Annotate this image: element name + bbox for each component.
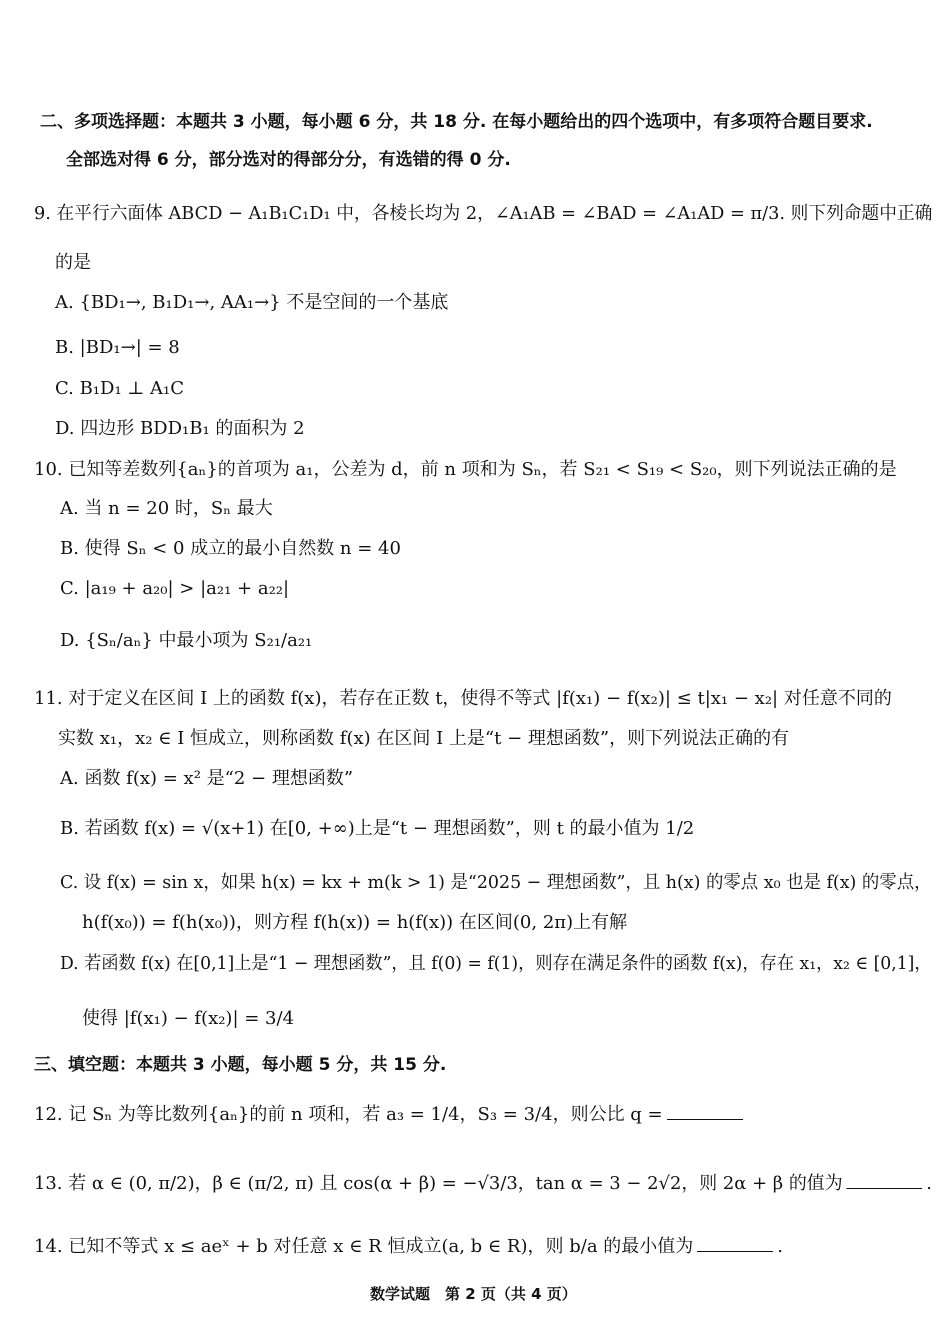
q9-option-b: B. |BD₁→| = 8 bbox=[55, 337, 180, 358]
q9-option-d: D. 四边形 BDD₁B₁ 的面积为 2 bbox=[55, 418, 305, 439]
q10-option-d: D. {Sₙ/aₙ} 中最小项为 S₂₁/a₂₁ bbox=[60, 630, 313, 651]
q14 bbox=[34, 1236, 783, 1259]
q14-stem: 14. 已知不等式 x ≤ aeˣ + b 对任意 x ∈ R 恒成立(a, b ∈ R)，则 b/a 的最小值为 bbox=[34, 1236, 694, 1257]
q10-option-b: B. 使得 Sₙ < 0 成立的最小自然数 n = 40 bbox=[60, 538, 401, 559]
q9-stem-line2: 的是 bbox=[55, 252, 91, 273]
q10-option-c: C. |a₁₉ + a₂₀| > |a₂₁ + a₂₂| bbox=[60, 578, 290, 599]
section3-header: 三、填空题：本题共 3 小题，每小题 5 分，共 15 分. bbox=[34, 1055, 447, 1075]
q11-option-c-line2: h(f(x₀)) = f(h(x₀))，则方程 f(h(x)) = h(f(x)) 在区间(0, 2π)上有解 bbox=[82, 912, 628, 933]
q11-option-d-line1: D. 若函数 f(x) 在[0,1]上是“1 − 理想函数”，且 f(0) = f(1)，则存在满足条件的函数 f(x)，存在 x₁，x₂ ∈ [0,1]， bbox=[60, 953, 932, 974]
section2-header-line1: 二、多项选择题：本题共 3 小题，每小题 6 分，共 18 分. 在每小题给出的四个选项中，有多项符合题目要求. bbox=[40, 112, 873, 132]
q12-answer-blank[interactable] bbox=[667, 1118, 743, 1120]
q13 bbox=[34, 1173, 932, 1196]
q10-stem: 10. 已知等差数列{aₙ}的首项为 a₁，公差为 d，前 n 项和为 Sₙ，若 S₂₁ < S₁₉ < S₂₀，则下列说法正确的是 bbox=[34, 459, 897, 480]
q11-stem-line1: 11. 对于定义在区间 I 上的函数 f(x)，若存在正数 t，使得不等式 |f(x₁) − f(x₂)| ≤ t|x₁ − x₂| 对任意不同的 bbox=[34, 688, 892, 709]
q12-stem: 12. 记 Sₙ 为等比数列{aₙ}的前 n 项和，若 a₃ = 1/4，S₃ = 3/4，则公比 q = bbox=[34, 1104, 663, 1125]
q12 bbox=[34, 1104, 747, 1127]
q13-end: . bbox=[926, 1173, 932, 1194]
q10-option-a: A. 当 n = 20 时，Sₙ 最大 bbox=[60, 498, 273, 519]
q13-stem: 13. 若 α ∈ (0, π/2)，β ∈ (π/2, π) 且 cos(α + β) = −√3/3，tan α = 3 − 2√2，则 2α + β 的值为 bbox=[34, 1173, 843, 1194]
section2-header-line2: 全部选对得 6 分，部分选对的得部分分，有选错的得 0 分. bbox=[66, 150, 511, 170]
q11-option-d-line2: 使得 |f(x₁) − f(x₂)| = 3/4 bbox=[82, 1008, 295, 1029]
q11-option-b: B. 若函数 f(x) = √(x+1) 在[0, +∞)上是“t − 理想函数”，则 t 的最小值为 1/2 bbox=[60, 818, 695, 839]
q13-answer-blank[interactable] bbox=[847, 1187, 923, 1189]
q9-option-a: A. {BD₁→, B₁D₁→, AA₁→} 不是空间的一个基底 bbox=[55, 292, 449, 313]
q9-option-c: C. B₁D₁ ⊥ A₁C bbox=[55, 378, 185, 399]
q11-option-c-line1: C. 设 f(x) = sin x，如果 h(x) = kx + m(k > 1) 是“2025 − 理想函数”，且 h(x) 的零点 x₀ 也是 f(x) 的零点， bbox=[60, 872, 932, 893]
q14-end: . bbox=[777, 1236, 784, 1257]
q14-answer-blank[interactable] bbox=[697, 1250, 773, 1252]
q11-stem-line2: 实数 x₁，x₂ ∈ I 恒成立，则称函数 f(x) 在区间 I 上是“t − 理想函数”，则下列说法正确的有 bbox=[58, 728, 790, 749]
page-footer: 数学试题 第 2 页（共 4 页） bbox=[370, 1285, 577, 1303]
q11-option-a: A. 函数 f(x) = x² 是“2 − 理想函数” bbox=[60, 768, 354, 789]
q9-stem-line1: 9. 在平行六面体 ABCD − A₁B₁C₁D₁ 中，各棱长均为 2，∠A₁AB = ∠BAD = ∠A₁AD = π/3. 则下列命题中正确 bbox=[34, 203, 933, 224]
